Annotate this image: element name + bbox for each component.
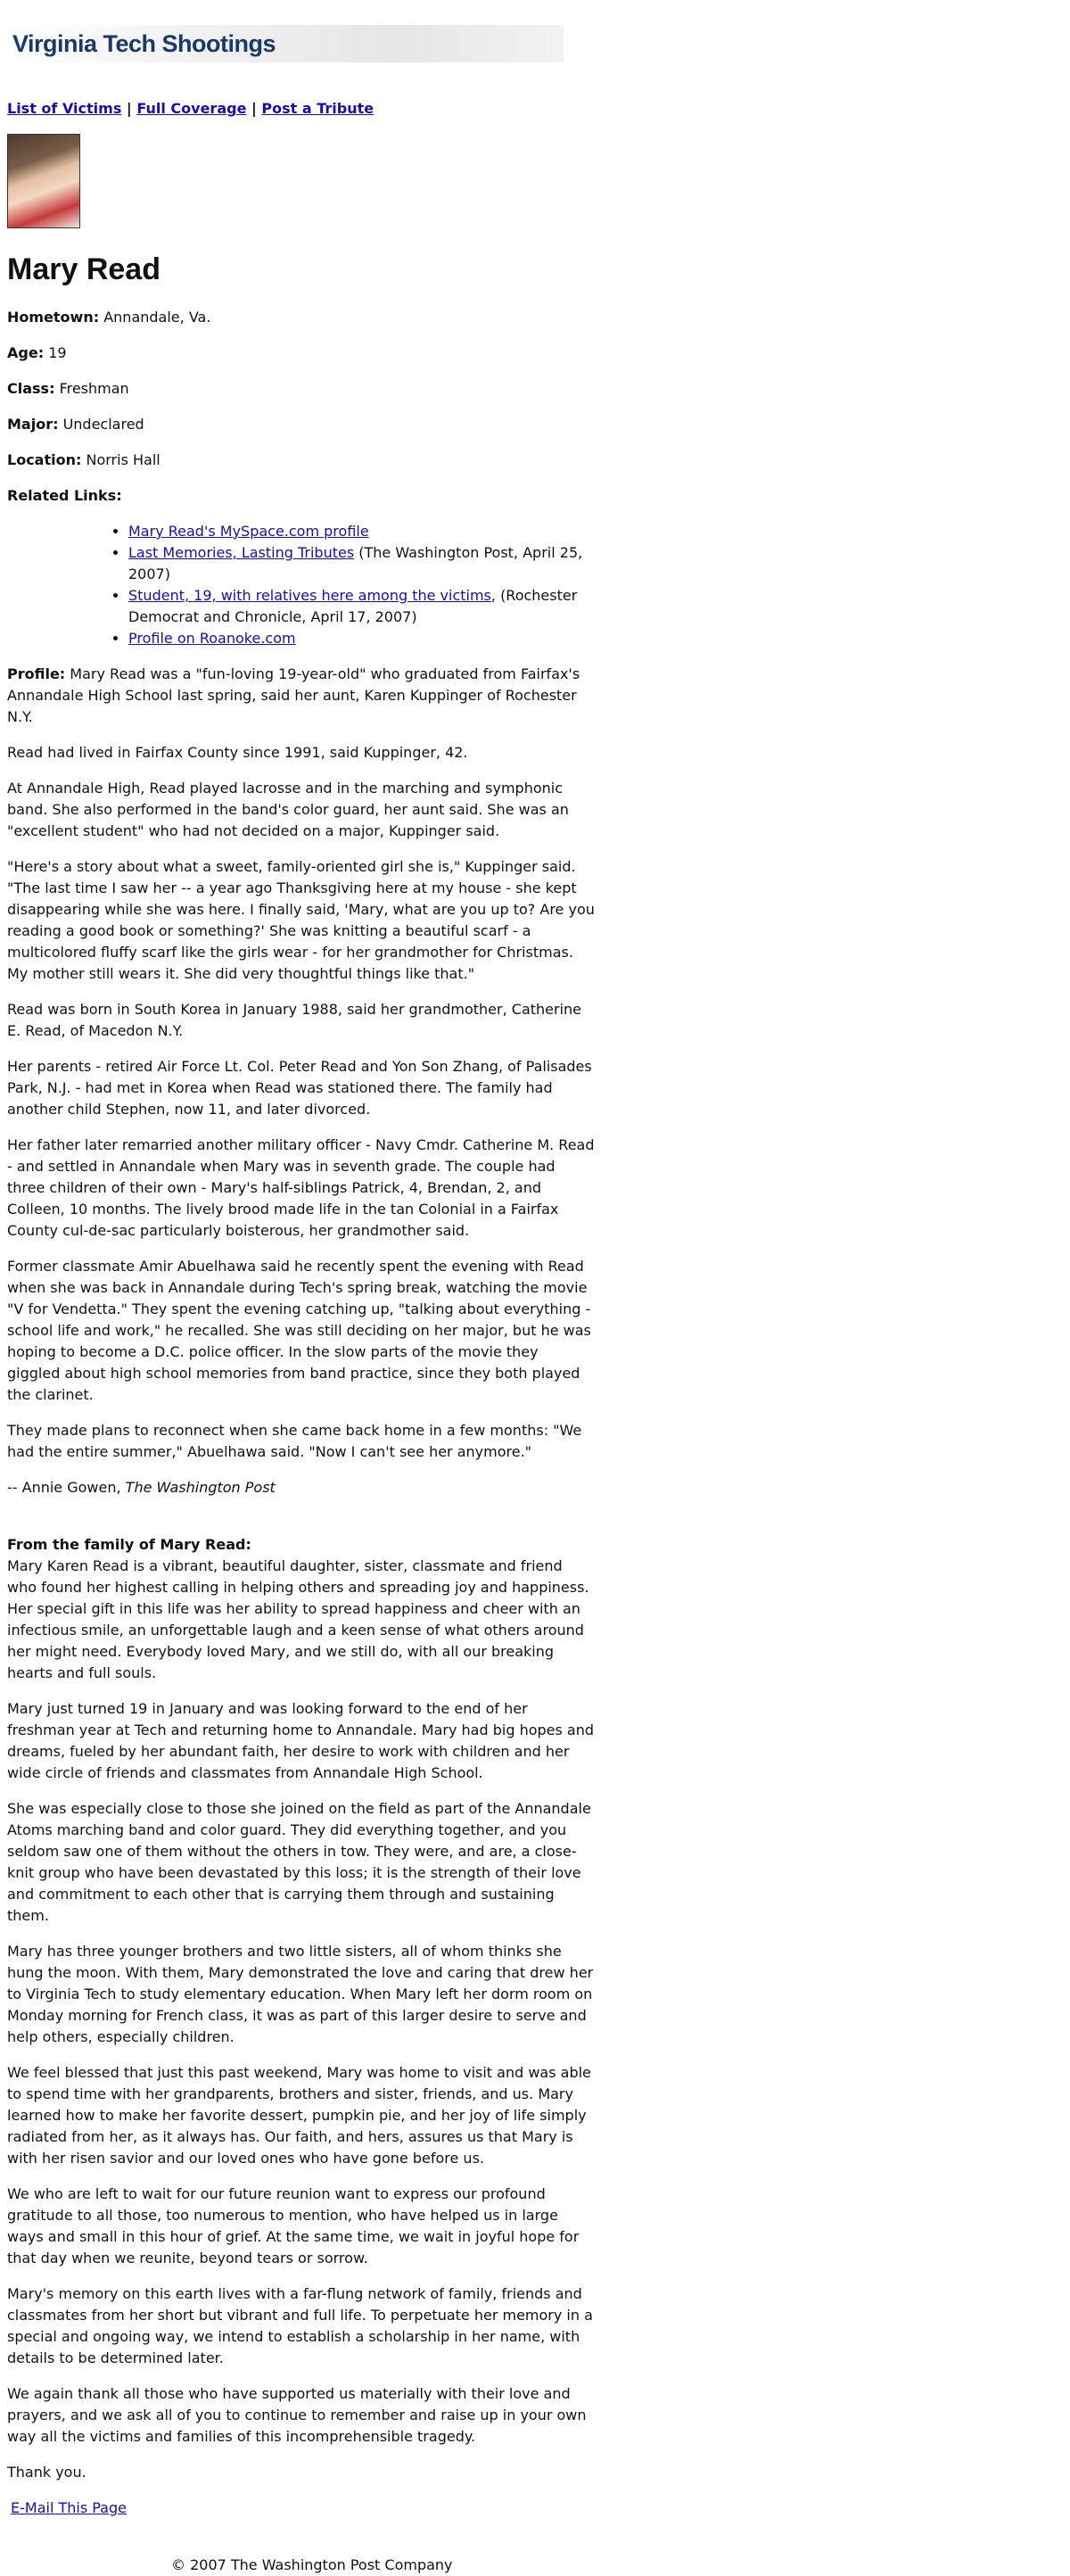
copyright-notice: © 2007 The Washington Post Company [171,2556,453,2573]
related-link-item [128,521,596,542]
roanoke-profile-link[interactable]: Profile on Roanoke.com [128,630,296,647]
family-paragraph: Mary's memory on this earth lives with a far-flung network of family, friends and classmates from her short but vibrant and full life. To perpetuate her memory in a special and ongoing way, we intend to establish a scholarship in her name, with details to be determined later. [7,2285,593,2366]
rochester-article-link[interactable]: Student, 19, with relatives here among the victims [128,587,491,604]
byline [7,1477,596,1499]
page-body [0,25,603,2576]
related-link-item [128,628,596,649]
top-nav [7,98,596,120]
post-a-tribute-link[interactable]: Post a Tribute [261,100,374,117]
article-paragraph: "Here's a story about what a sweet, family-oriented girl she is," Kuppinger said. "The last time I saw her -- a year ago Thanksgiving here at my house - she kept disappearing while she was here. I finally said, 'Mary, what are you up to? Are you reading a good book or something?' She was knitting a beautiful scarf - a multicolored fluffy scarf like the girls wear - for her grandmother for Christmas. My mother still wears it. She did very thoughtful things like that." [7,858,595,982]
location-value: Norris Hall [86,451,160,468]
article-paragraph [7,664,596,728]
hometown-field [7,307,596,328]
hometown-label: Hometown: [7,309,100,326]
profile-label: Profile: [7,665,66,682]
major-field [7,414,596,435]
family-paragraph: We who are left to wait for our future reunion want to express our profound gratitude to all those, too numerous to mention, who have helped us in large ways and small in this hour of grief. At the same time, we wait in joyful hope for that day when we reunite, beyond tears or sorrow. [7,2185,580,2266]
family-paragraph: We feel blessed that just this past weekend, Mary was home to visit and was able to spend time with her grandparents, brothers and sister, friends, and us. Mary learned how to make her favorite dessert, pumpkin pie, and her joy of life simply radiated from her, as it always has. Our faith, and hers, assures us that Mary is with her risen savior and our loved ones who have gone before us. [7,2064,591,2167]
age-label: Age: [7,344,45,361]
article-text: Mary Read was a "fun-loving 19-year-old" who graduated from Fairfax's Annandale High School last spring, said her aunt, Karen Kuppinger of Rochester N.Y. [7,665,580,725]
list-of-victims-link[interactable]: List of Victims [7,100,122,117]
related-links-list [7,521,596,649]
article-paragraph: They made plans to reconnect when she came back home in a few months: "We had the entire summer," Abuelhawa said. "Now I can't see her anymore." [7,1422,582,1460]
age-value: 19 [48,344,67,361]
related-links-label: Related Links: [7,487,122,504]
banner-title: Virginia Tech Shootings [12,30,276,57]
page-title: Mary Read [7,252,160,286]
family-paragraph: Mary just turned 19 in January and was looking forward to the end of her freshman year at Tech and returning home to Annandale. Mary had big hopes and dreams, fueled by her abundant faith, her desire to work with children and her wide circle of friends and classmates from Annandale High School. [7,1700,595,1781]
byline-author: -- Annie Gowen, [7,1479,126,1496]
article-paragraph: Her father later remarried another military officer - Navy Cmdr. Catherine M. Read - and settled in Annandale when Mary was in seventh grade. The couple had three children of their own - Mary's half-siblings Patrick, 4, Brendan, 2, and Colleen, 10 months. The lively brood made life in the tan Colonial in a Fairfax County cul-de-sac particularly boisterous, her grandmother said. [7,1136,595,1239]
major-label: Major: [7,416,59,433]
related-links-heading [7,485,596,507]
location-label: Location: [7,451,82,468]
victim-photo [7,134,80,228]
family-paragraph: Mary has three younger brothers and two little sisters, all of whom thinks she hung the moon. With them, Mary demonstrated the love and caring that drew her to Virginia Tech to study elementary education. When Mary left her dorm room on Monday morning for French class, it was as part of this larger desire to serve and help others, especially children. [7,1943,594,2045]
full-coverage-link[interactable]: Full Coverage [136,100,247,117]
article-paragraph: At Annandale High, Read played lacrosse and in the marching and symphonic band. She also performed in the band's color guard, her aunt said. She was an "excellent student" who had not decided on a major, Kuppinger said. [7,780,569,839]
family-statement-heading: From the family of Mary Read: [7,1536,251,1553]
hometown-value: Annandale, Va. [103,309,211,326]
related-link-note: , (Rochester Democrat and Chronicle, April 17, 2007) [128,587,578,625]
email-this-page-link[interactable]: E-Mail This Page [11,2499,127,2516]
class-value: Freshman [59,380,129,397]
age-field [7,343,596,364]
family-paragraph: Thank you. [7,2464,86,2481]
related-link-item [128,542,596,585]
family-paragraph: She was especially close to those she joined on the field as part of the Annandale Atoms marching band and color guard. They did everything together, and you seldom saw one of them without the others in tow. They were, and are, a close-knit group who have been devastated by this loss; it is the strength of their love and commitment to each other that is carrying them through and sustaining them. [7,1800,591,1924]
article-paragraph: Read was born in South Korea in January 1988, said her grandmother, Catherine E. Read, of Macedon N.Y. [7,1001,582,1039]
byline-publication: The Washington Post [125,1479,276,1496]
nav-separator: | [251,100,257,117]
major-value: Undeclared [62,416,144,433]
class-field [7,378,596,400]
article-paragraph: Her parents - retired Air Force Lt. Col. Peter Read and Yon Son Zhang, of Palisades Park, N.J. - had met in Korea when Read was stationed there. The family had another child Stephen, now 11, and later divorced. [7,1058,592,1118]
related-link-item [128,585,596,628]
family-paragraph: We again thank all those who have supported us materially with their love and prayers, and we ask all of you to continue to remember and raise up in your own way all the victims and families of this incomprehensible tragedy. [7,2385,587,2445]
location-field [7,450,596,471]
nav-separator: | [126,100,132,117]
myspace-profile-link[interactable]: Mary Read's MySpace.com profile [128,523,369,540]
last-memories-link[interactable]: Last Memories, Lasting Tributes [128,544,355,561]
family-paragraph: Mary Karen Read is a vibrant, beautiful daughter, sister, classmate and friend who found her highest calling in helping others and spreading joy and happiness. Her special gift in this life was her ability to spread happiness and cheer with an infectious smile, an unforgettable laugh and a keen sense of what others around her might need. Everybody loved Mary, and we still do, with all our breaking hearts and full souls. [7,1557,589,1681]
article-paragraph: Former classmate Amir Abuelhawa said he recently spent the evening with Read when she was back in Annandale during Tech's spring break, watching the movie "V for Vendetta." They spent the evening catching up, "talking about everything - school life and work," he recalled. She was still deciding on her major, but he was hoping to become a D.C. police officer. In the slow parts of the movie they giggled about high school memories from band practice, since they both played the clarinet. [7,1258,591,1403]
email-section [7,2498,596,2519]
related-link-note: (The Washington Post, April 25, 2007) [128,544,583,582]
class-label: Class: [7,380,55,397]
article-paragraph: Read had lived in Fairfax County since 1991, said Kuppinger, 42. [7,744,468,761]
section-banner [7,25,564,62]
